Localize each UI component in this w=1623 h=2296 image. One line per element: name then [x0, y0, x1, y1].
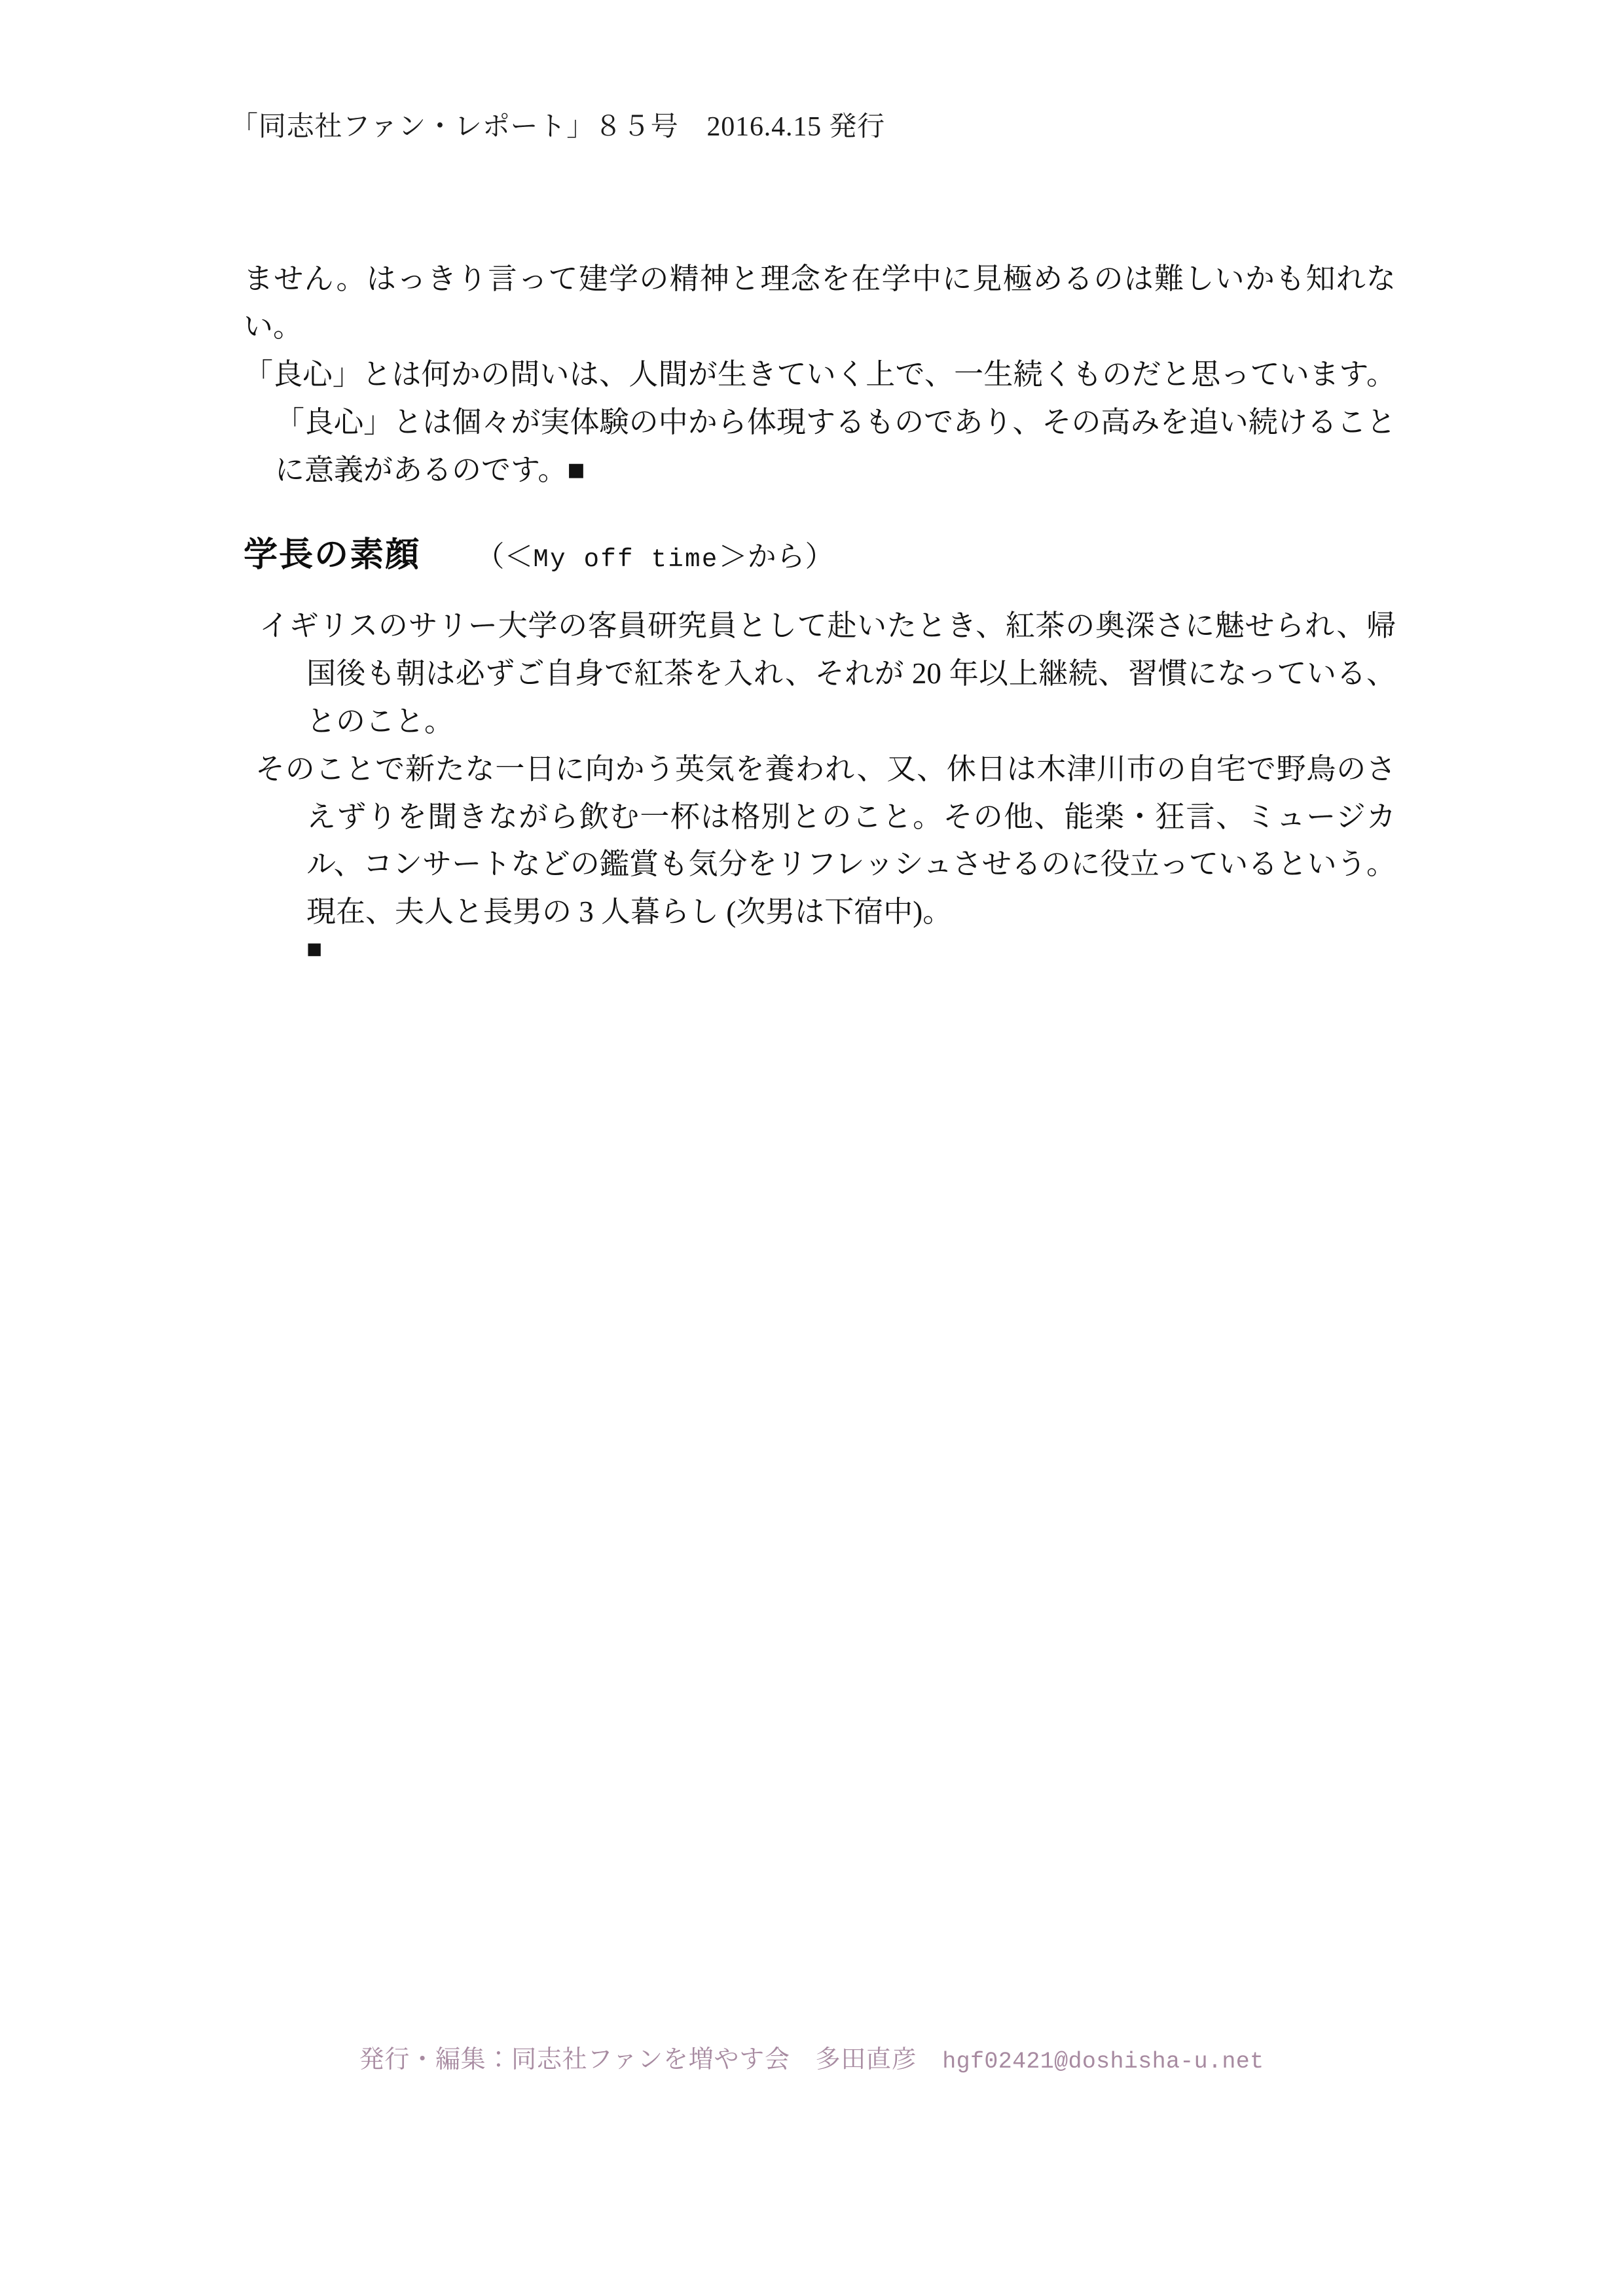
section-title: 学長の素顔 — [244, 537, 421, 574]
section-paragraph-tea: イギリスのサリー大学の客員研究員として赴いたとき、紅茶の奥深さに魅せられ、帰国後も朝は必ずご自身で紅茶を入れ、それが 20 年以上継続、習慣になっている、とのこと。 — [259, 609, 1396, 738]
section-text-block — [244, 602, 1396, 962]
paragraph-conscience: 「良心」とは何かの問いは、人間が生きていく上で、一生続くものだと思っています。「良心」とは個々が実体験の中から体現するものであり、その高みを追い続けることに意義があるのです。■ — [244, 357, 1396, 486]
document-footer — [0, 2039, 1623, 2075]
footer-publisher: 発行・編集：同志社ファンを増やす会 多田直彦 — [359, 2046, 943, 2073]
document-header: 「同志社ファン・レポート」８５号 2016.4.15 発行 — [230, 112, 886, 142]
paragraph-continuation: ません。はっきり言って建学の精神と理念を在学中に見極めるのは難しいかも知れない。 — [244, 262, 1396, 343]
section-subtitle-open: （＜ — [475, 541, 534, 573]
section-subtitle-close: ＞から） — [718, 541, 834, 573]
end-marker: ■ — [306, 934, 323, 964]
section-subtitle-mono: My off time — [533, 545, 719, 574]
section-subtitle — [475, 533, 833, 575]
section-heading — [244, 527, 834, 576]
section-paragraph-hobbies: そのことで新たな一日に向かう英気を養われ、又、休日は木津川市の自宅で野鳥のさえずりを聞きながら飲む一杯は格別とのこと。その他、能楽・狂言、ミュージカル、コンサートなどの鑑賞も気分をリフレッシュさせるのに役立っているという。現在、夫人と長男の 3 人暮らし (次男は下宿中)。 — [255, 752, 1396, 929]
footer-email: hgf02421@doshisha-u.net — [942, 2049, 1264, 2075]
body-text-block — [244, 255, 1396, 493]
